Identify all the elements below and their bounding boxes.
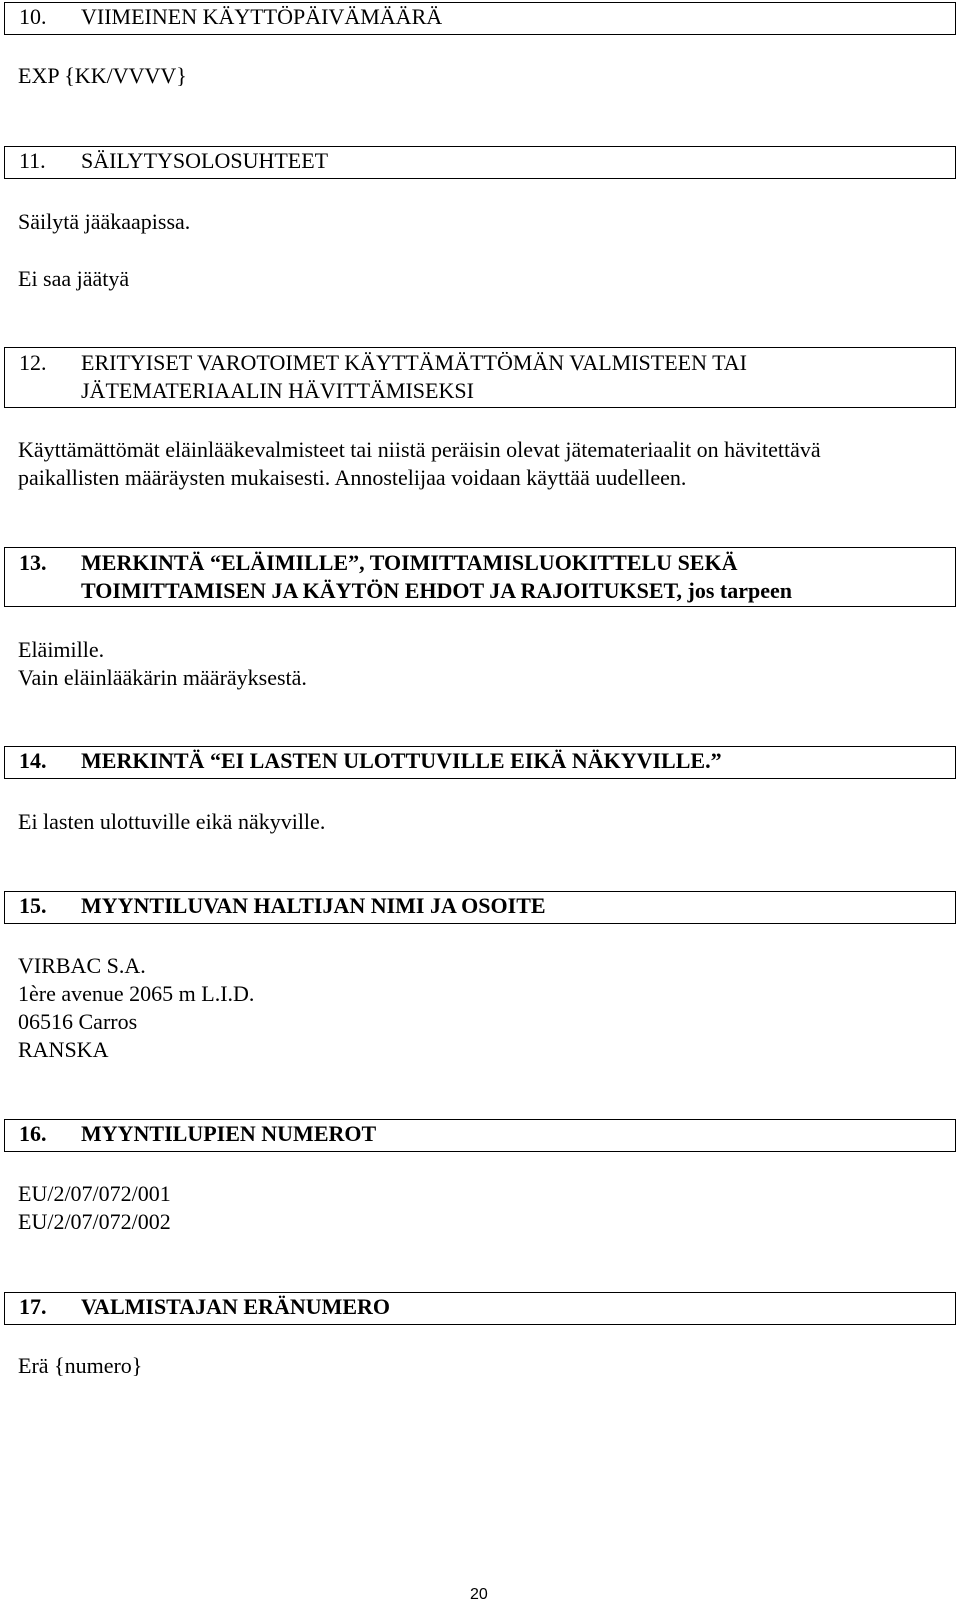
section-13-title-line2: TOIMITTAMISEN JA KÄYTÖN EHDOT JA RAJOITUKSET, jos tarpeen xyxy=(81,578,793,603)
section-12-title-line1: ERITYISET VAROTOIMET KÄYTTÄMÄTTÖMÄN VALMISTEEN TAI xyxy=(81,350,747,375)
section-12-heading xyxy=(4,347,956,408)
disposal-text-2: paikallisten määräysten mukaisesti. Annostelijaa voidaan käyttää uudelleen. xyxy=(18,465,687,490)
section-16-number: 16. xyxy=(19,1121,47,1146)
section-15-number: 15. xyxy=(19,893,47,918)
authorisation-number-2: EU/2/07/072/002 xyxy=(18,1209,171,1234)
holder-country: RANSKA xyxy=(18,1037,109,1062)
section-10-title: VIIMEINEN KÄYTTÖPÄIVÄMÄÄRÄ xyxy=(81,4,443,29)
section-10-number: 10. xyxy=(19,4,47,29)
section-16-heading xyxy=(4,1119,956,1152)
disposal-text-1: Käyttämättömät eläinlääkevalmisteet tai niistä peräisin olevat jätemateriaalit on hävitettävä xyxy=(18,437,821,462)
section-11-heading xyxy=(4,146,956,179)
section-10-heading xyxy=(4,2,956,35)
section-14-number: 14. xyxy=(19,748,47,773)
storage-text-1: Säilytä jääkaapissa. xyxy=(18,209,191,234)
section-15-heading xyxy=(4,891,956,924)
batch-text: Erä {numero} xyxy=(18,1353,143,1378)
section-12-number: 12. xyxy=(19,350,47,375)
holder-name: VIRBAC S.A. xyxy=(18,953,146,978)
children-warning-text: Ei lasten ulottuville eikä näkyville. xyxy=(18,809,326,834)
section-14-title: MERKINTÄ “EI LASTEN ULOTTUVILLE EIKÄ NÄKYVILLE.” xyxy=(81,748,722,773)
section-17-heading xyxy=(4,1292,956,1325)
holder-street: 1ère avenue 2065 m L.I.D. xyxy=(18,981,255,1006)
animal-use-text: Eläimille. xyxy=(18,637,105,662)
section-17-number: 17. xyxy=(19,1294,47,1319)
storage-text-2: Ei saa jäätyä xyxy=(18,266,130,291)
section-12-title-line2: JÄTEMATERIAALIN HÄVITTÄMISEKSI xyxy=(81,378,474,403)
section-14-heading xyxy=(4,746,956,779)
section-13-heading xyxy=(4,547,956,607)
section-15-title: MYYNTILUVAN HALTIJAN NIMI JA OSOITE xyxy=(81,893,546,918)
authorisation-number-1: EU/2/07/072/001 xyxy=(18,1181,171,1206)
prescription-text: Vain eläinlääkärin määräyksestä. xyxy=(18,665,307,690)
section-16-title: MYYNTILUPIEN NUMEROT xyxy=(81,1121,377,1146)
holder-city: 06516 Carros xyxy=(18,1009,138,1034)
section-13-number: 13. xyxy=(19,550,47,575)
section-11-number: 11. xyxy=(19,148,46,173)
expiry-text: EXP {KK/VVVV} xyxy=(18,63,187,88)
section-11-title: SÄILYTYSOLOSUHTEET xyxy=(81,148,329,173)
section-17-title: VALMISTAJAN ERÄNUMERO xyxy=(81,1294,391,1319)
page-number: 20 xyxy=(470,1586,488,1603)
section-13-title-line1: MERKINTÄ “ELÄIMILLE”, TOIMITTAMISLUOKITTELU SEKÄ xyxy=(81,550,738,575)
